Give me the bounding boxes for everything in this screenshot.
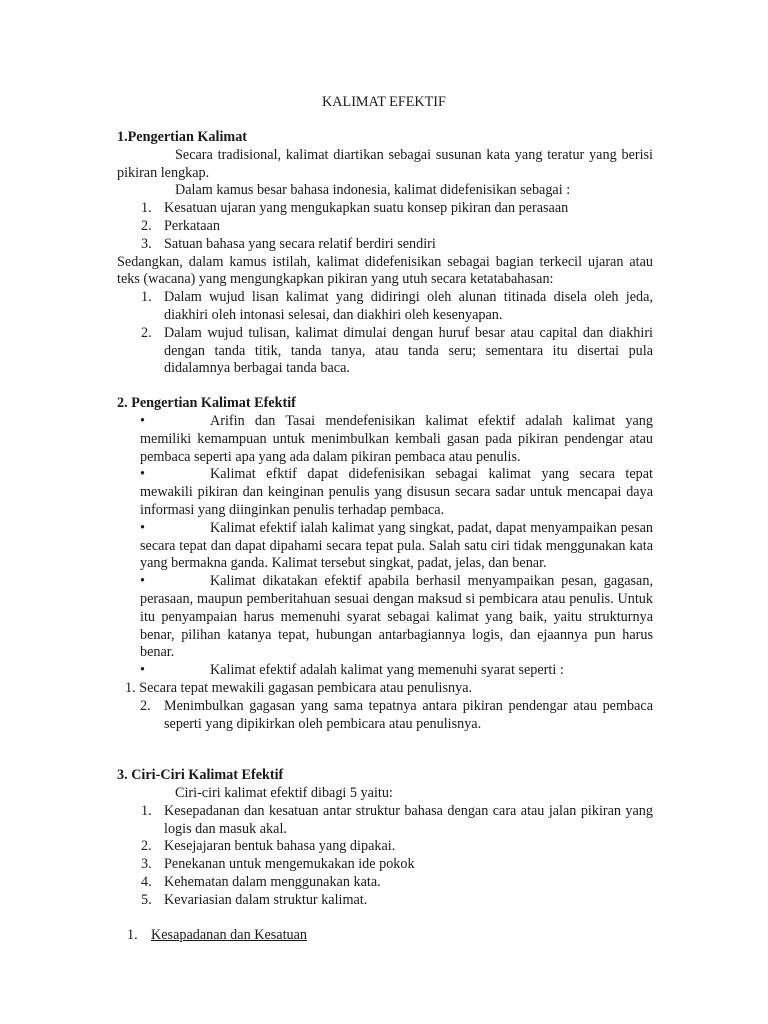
list-item: 1. Kesepadanan dan kesatuan antar struktur bahasa dengan cara atau jalan pikiran yang logis dan masuk akal. — [141, 802, 653, 837]
section-heading: 3. Ciri-Ciri Kalimat Efektif — [117, 767, 284, 784]
list-item: 1. Kesatuan ujaran yang mengukapkan suatu konsep pikiran dan perasaan — [141, 200, 569, 217]
list-item: 2. Perkataan — [141, 217, 220, 234]
list-item: 1. Secara tepat mewakili gagasan pembicara atau penulisnya. — [125, 679, 473, 696]
paragraph: Sedangkan, dalam kamus istilah, kalimat didefenisikan sebagai bagian terkecil ujaran atau teks (wacana) yang mengungkapkan pikiran yang utuh secara ketatabahasan: — [117, 253, 653, 288]
document-body — [117, 129, 653, 944]
list-item: 2. Dalam wujud tulisan, kalimat dimulai dengan huruf besar atau capital dan diakhiri dengan tanda titik, tanda tanya, atau tanda seru; sementara itu disertai pula didalamnya berbagai tanda baca. — [141, 324, 653, 377]
list-item: • Kalimat efektif adalah kalimat yang memenuhi syarat seperti : — [140, 662, 564, 679]
document-title: KALIMAT EFEKTIF — [322, 94, 446, 110]
list-item: 3. Penekanan untuk mengemukakan ide pokok — [141, 856, 415, 873]
list-item: • Kalimat efktif dapat didefenisikan sebagai kalimat yang secara tepat mewakili pikiran dan keinginan penulis yang disusun secara sadar untuk mencapai daya informasi yang diinginkan penulis terhadap pembaca. — [140, 466, 653, 518]
numbered-list — [117, 698, 653, 734]
bullet-icon: • — [140, 573, 145, 590]
bullet-icon: • — [140, 662, 145, 679]
list-item: 3. Satuan bahasa yang secara relatif berdiri sendiri — [141, 235, 436, 252]
numbered-list — [117, 289, 653, 378]
bullet-icon: • — [140, 466, 145, 483]
subsection-heading: 1. Kesapadanan dan Kesatuan — [127, 926, 307, 943]
list-item: 2. Menimbulkan gagasan yang sama tepatnya antara pikiran pendengar atau pembaca seperti yang dipikirkan oleh pembicara atau penulisnya. — [140, 697, 653, 732]
section-heading: 2. Pengertian Kalimat Efektif — [117, 395, 296, 412]
paragraph: Ciri-ciri kalimat efektif dibagi 5 yaitu: — [175, 785, 393, 802]
list-item: 5. Kevariasian dalam struktur kalimat. — [141, 891, 368, 908]
list-item: • Arifin dan Tasai mendefenisikan kalimat efektif adalah kalimat yang memiliki kemampuan untuk menimbulkan kembali gasan pada pikiran pendengar atau pembaca seperti apa yang ada dalam pikiran pembaca atau penulis. — [140, 412, 653, 465]
list-item: • Kalimat dikatakan efektif apabila berhasil menyampaikan pesan, gagasan, perasaan, maupun pemberitahuan sesuai dengan maksud si pembicara atau penulis. Untuk itu penyampaian harus memenuhi syarat sebagai kalimat yang baik, yaitu strukturnya benar, pilihan katanya tepat, hubungan antarbagiannya logis, dan ejaannya pun harus benar. — [140, 573, 653, 661]
numbered-list — [117, 803, 653, 910]
bullet-list — [117, 413, 653, 680]
syarat-list — [117, 680, 653, 733]
list-item: 1. Dalam wujud lisan kalimat yang didiringi oleh alunan titinada disela oleh jeda, diakhiri oleh intonasi selesai, dan diakhiri oleh kesenyapan. — [141, 289, 653, 323]
bullet-icon: • — [140, 412, 145, 429]
list-item: • Kalimat efektif ialah kalimat yang singkat, padat, dapat menyampaikan pesan secara tepat dan dapat dipahami secara tepat pula. Salah satu ciri tidak menggunakan kata yang bermakna ganda. Kalimat tersebut singkat, padat, jelas, dan benar. — [140, 519, 653, 572]
list-item: 2. Kesejajaran bentuk bahasa yang dipakai. — [141, 838, 396, 855]
section-heading: 1.Pengertian Kalimat — [117, 129, 248, 145]
paragraph: Dalam kamus besar bahasa indonesia, kalimat didefenisikan sebagai : — [175, 182, 571, 199]
list-item: 4. Kehematan dalam menggunakan kata. — [141, 874, 381, 891]
numbered-list — [117, 200, 653, 253]
bullet-icon: • — [140, 519, 145, 536]
paragraph: Secara tradisional, kalimat diartikan sebagai susunan kata yang teratur yang berisi pikiran lengkap. — [117, 146, 653, 181]
